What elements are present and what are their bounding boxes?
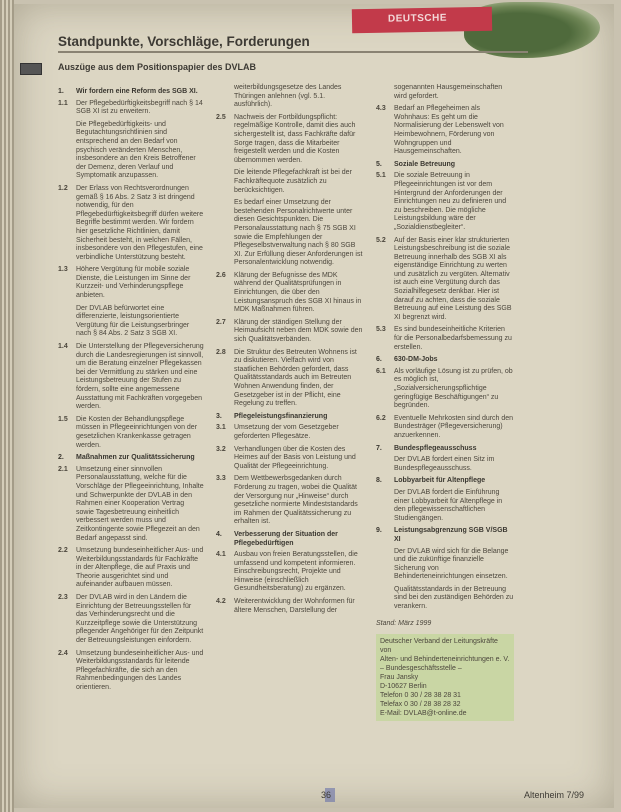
numbered-paragraph xyxy=(216,114,364,166)
numbered-paragraph xyxy=(216,446,364,472)
title-divider xyxy=(58,51,528,53)
paragraph-number: 2.5 xyxy=(216,113,226,121)
numbered-paragraph xyxy=(216,475,364,527)
section-heading xyxy=(216,531,364,548)
numbered-paragraph xyxy=(58,416,204,450)
paragraph-text: Auf der Basis einer klar strukturierten Leistungsbeschreibung ist die soziale Betreuung innerhalb des SGB XI als eigenständige Einrichtung zu werten und zusätzlich zu vergüten. Alternativ ist auch eine Vergütung durch das Sozialhilfegesetz denkbar. Hier ist darauf zu achten, dass die soziale Betreuung auf eine Leistung des SGB XI begrenzt wird. xyxy=(394,236,512,321)
section-number: 6. xyxy=(376,356,382,364)
numbered-paragraph xyxy=(58,100,204,117)
paragraph-text: Höhere Vergütung für mobile soziale Dienste, die Leistungen im Sinne der Kurzzeit- und Verhinderungspflege anbieten. xyxy=(76,266,191,300)
numbered-paragraph xyxy=(58,185,204,262)
stand-date: Stand: März 1999 xyxy=(376,619,432,627)
paragraph-text: Eventuelle Mehrkosten sind durch den Bundesträger (Pflegeversicherung) anzuerkennen. xyxy=(394,414,514,439)
section-title: Lobbyarbeit für Altenpflege xyxy=(394,477,486,485)
paragraph-text: Der Pflegebedürftigkeitsbegriff nach § 14 SGB XI ist zu erweitern. xyxy=(76,99,203,116)
paragraph-number: 2.7 xyxy=(216,318,226,326)
section-title: Verbesserung der Situation der Pflegebedürftigen xyxy=(234,530,338,547)
paragraph-text: Dem Wettbewerbsgedanken durch Förderung zu tragen, wobei die Qualität der Versorgung nur „Hinweise“ durch gesetzliche normierte Mindeststandards im Rahmen der Qualitätssicherung zu erhalten ist. xyxy=(234,475,358,526)
paragraph-number: 4.3 xyxy=(376,105,386,113)
book-edge xyxy=(0,0,14,812)
numbered-paragraph xyxy=(58,343,204,412)
paragraph: Qualitätsstandards in der Betreuung sind bei den zuständigen Behörden zu verankern. xyxy=(394,585,514,611)
numbered-paragraph xyxy=(216,349,364,409)
numbered-paragraph xyxy=(58,266,204,300)
address-line: Deutscher Verband der Leitungskräfte von xyxy=(380,638,498,655)
address-line: E-Mail: DVLAB@t-online.de xyxy=(380,710,467,718)
numbered-paragraph xyxy=(376,326,514,352)
address-line: Frau Jansky xyxy=(380,674,419,682)
ribbon-text: DEUTSCHE xyxy=(387,12,448,25)
numbered-paragraph xyxy=(376,368,514,411)
paragraph-number: 1.5 xyxy=(58,415,68,423)
paragraph-text: Der DVLAB wird in den Ländern die Einrichtung der Betreuungsstellen für das Verhinderungsrecht und die Kurzzeitpflege sowie die Unterstützung pflegender Angehöriger für den Zeitpunkt der Betreuungsleistungen einfordern. xyxy=(76,594,204,645)
paragraph-text: Es sind bundeseinheitliche Kriterien für die Personalbedarfsbemessung zu erstellen. xyxy=(394,326,512,351)
paragraph: sogenannten Hausgemeinschaften wird gefordert. xyxy=(394,84,503,100)
column-3 xyxy=(376,84,514,721)
paragraph-text: Umsetzung bundeseinheitlicher Aus- und Weiterbildungsstandards für leitende Pflegefachkräfte, die sich an den Rahmenbedingungen des Landes orientieren. xyxy=(76,649,204,691)
address-box xyxy=(376,634,514,721)
numbered-paragraph xyxy=(216,272,364,315)
column-2 xyxy=(216,84,364,619)
section-number: 9. xyxy=(376,527,382,535)
paragraph-number: 5.1 xyxy=(376,172,386,180)
paragraph-text: Umsetzung der vom Gesetzgeber geforderten Pflegesätze. xyxy=(234,424,339,440)
paragraph-number: 3.2 xyxy=(216,445,226,453)
section-heading xyxy=(376,161,514,170)
paragraph-text: Ausbau von freien Beratungsstellen, die umfassend und kompetent informieren. Einschreibungsrecht, Projekte und Hinweise (einschließlich Gesundheitsberatung) zu ergänzen. xyxy=(234,551,358,593)
paragraph-number: 2.3 xyxy=(58,594,68,602)
section-number: 7. xyxy=(376,444,382,452)
paragraph-text: Als vorläufige Lösung ist zu prüfen, ob es möglich ist, „Sozialversicherungspflichtige geringfügige Beschäftigungen“ zu begründen. xyxy=(394,367,513,410)
paragraph-number: 4.2 xyxy=(216,598,226,606)
paragraph-number: 5.2 xyxy=(376,236,386,244)
paragraph-text: Umsetzung einer sinnvollen Personalausstattung, welche für die Vorschläge der Pflegeeinrichtung, Inhalte und Schwerpunkte der DVLAB in den Rahmen einer Kooperation Vertrag sowie Tagesbetreuung einheitlich verbessert werden muss und Zeitkontingente sowie Pflegezeit an den Bedarf angepasst sind. xyxy=(76,465,204,542)
section-heading xyxy=(376,356,514,365)
section-number: 8. xyxy=(376,477,382,485)
paragraph-number: 4.1 xyxy=(216,551,226,559)
page-number: 36 xyxy=(321,790,332,800)
section-title: Soziale Betreuung xyxy=(394,160,456,168)
address-line: Telefax 0 30 / 28 38 28 32 xyxy=(380,701,461,709)
paragraph-text: Umsetzung bundeseinheitlicher Aus- und Weiterbildungsstandards für Fachkräfte in der Altenpflege, die auf Praxis und Theorie ausgerichtet sind und aufeinander aufbauen müssen. xyxy=(76,547,204,589)
paragraph-text: Bedarf an Pflegeheimen als Wohnhaus: Es geht um die Normalisierung der Lebenswelt von Heimbewohnern, Förderung von Wohngruppen und Hausgemeinschaften. xyxy=(394,105,504,156)
section-heading xyxy=(216,413,364,422)
paragraph-text: Nachweis der Fortbildungspflicht: regelmäßige Kontrolle, damit dies auch sichergestellt ist, dass Fachkräfte dafür Sorge tragen, dass die Mitarbeiter freigestellt werden und die Kosten übernommen werden. xyxy=(234,113,356,164)
paragraph-number: 2.4 xyxy=(58,649,68,657)
section-heading xyxy=(376,445,514,454)
address-line: – Bundesgeschäftsstelle – xyxy=(380,665,462,673)
section-number: 1. xyxy=(58,88,64,95)
paragraph: Der DVLAB fordert einen Sitz im Bundespflegeausschuss. xyxy=(394,456,495,472)
numbered-paragraph xyxy=(216,424,364,441)
paragraph-number: 2.2 xyxy=(58,547,68,555)
section-title: Leistungsabgrenzung SGB V/SGB XI xyxy=(394,527,508,543)
paragraph-number: 2.1 xyxy=(58,465,68,473)
section-marker-icon xyxy=(20,63,42,75)
paragraph-number: 3.3 xyxy=(216,475,226,483)
paragraph-text: Verhandlungen über die Kosten des Heimes auf der Basis von Leistung und Qualität der Pflegeeinrichtung. xyxy=(234,445,356,470)
paragraph-text: Die soziale Betreuung in Pflegeeinrichtungen ist vor dem Hintergrund der Anforderungen der Einrichtungen neu zu definieren und zu beschreiben. Die mögliche Leistungsbildung wäre der „Sozialdienstbegleiter“. xyxy=(394,172,507,231)
paragraph: Der DVLAB wird sich für die Belange und die zukünftige finanzielle Sicherung von Behinderteneinrichtungen einsetzen. xyxy=(394,547,509,581)
paragraph-number: 1.3 xyxy=(58,266,68,274)
numbered-paragraph xyxy=(216,319,364,345)
numbered-paragraph xyxy=(58,466,204,543)
section-title: Pflegeleistungsfinanzierung xyxy=(234,412,328,420)
section-title: Wir fordern eine Reform des SGB XI. xyxy=(76,88,198,95)
paragraph: Die leitende Pflegefachkraft ist bei der Fachkräftequote zusätzlich zu berücksichtigen. xyxy=(234,169,352,194)
section-title: Bundespflegeausschuss xyxy=(394,444,477,452)
paragraph-text: Die Unterstellung der Pflegeversicherung durch die Landesregierungen ist sinnvoll, um die Beratung einzelner Pflegekassen bei der Vermittlung zu stärken und eine Leistungsbetreuung der Stufen zu fördern, sollte eine angemessene Ausstattung mit Fachkräften vorgegeben werden. xyxy=(76,343,204,411)
page-title: Standpunkte, Vorschläge, Forderungen xyxy=(58,34,310,49)
stand-holder xyxy=(376,620,514,722)
numbered-paragraph xyxy=(58,547,204,590)
paragraph-number: 2.6 xyxy=(216,271,226,279)
paragraph-number: 1.4 xyxy=(58,343,68,351)
address-line: D-10627 Berlin xyxy=(380,683,427,691)
paragraph-number: 5.3 xyxy=(376,326,386,334)
paragraph: weiterbildungsgesetze des Landes Thüringen anlehnen (vgl. 5.1. ausführlich). xyxy=(234,84,342,109)
column-1 xyxy=(58,84,204,697)
numbered-paragraph xyxy=(58,594,204,646)
page-subtitle: Auszüge aus dem Positionspapier des DVLAB xyxy=(58,62,257,72)
section-heading xyxy=(58,88,204,97)
section-heading xyxy=(376,477,514,486)
paragraph-text: Weiterentwicklung der Wohnformen für ältere Menschen, Darstellung der xyxy=(234,598,355,614)
ribbon-banner xyxy=(352,7,492,33)
paragraph-text: Die Kosten der Behandlungspflege müssen in Pflegeeinrichtungen von der gesetzlichen Krankenkasse getragen werden. xyxy=(76,415,198,449)
section-title: Maßnahmen zur Qualitätssicherung xyxy=(76,454,195,462)
paragraph-text: Der Erlass von Rechtsverordnungen gemäß § 16 Abs. 2 Satz 3 ist dringend notwendig, für den Pflegebedürftigkeitsbegriff dürfen weitere Begriffe bestimmt werden. Wir fordern hier gesetzliche Richtlinien, damit Sicherheit besteht, in welchen Fällen, insbesondere von den Pflegestufen, eine verbindliche Unterstützung besteht. xyxy=(76,184,204,261)
paragraph: Die Pflegebedürftigkeits- und Begutachtungsrichtlinien sind entsprechend an den Bedarf von psychisch veränderten Menschen, insbesondere an den Kreis Betroffener der Demenz, deren Verlauf und Symptomatik anzupassen. xyxy=(76,120,196,180)
publication-name: Altenheim 7/99 xyxy=(524,790,585,800)
numbered-paragraph xyxy=(376,105,514,157)
numbered-paragraph xyxy=(376,237,514,323)
numbered-paragraph xyxy=(216,598,364,615)
paragraph: Der DVLAB fordert die Einführung einer Lobbyarbeit für Altenpflege in den pflegewissenschaftlichen Studiengängen. xyxy=(394,488,503,522)
section-heading xyxy=(376,527,514,544)
paragraph-number: 6.1 xyxy=(376,367,386,375)
section-number: 3. xyxy=(216,412,222,420)
section-number: 4. xyxy=(216,530,222,538)
paragraph: Der DVLAB befürwortet eine differenzierte, leistungsorientierte Vergütung für die Leistungserbringer nach § 84 Abs. 2 Satz 3 SGB XI. xyxy=(76,304,190,338)
section-number: 2. xyxy=(58,454,64,462)
paragraph-number: 1.2 xyxy=(58,184,68,192)
paragraph-text: Klärung der Befugnisse des MDK während der Qualitätsprüfungen in Einrichtungen, die über den Leistungsanspruch des SGB XI hinaus in MDK Maßnahmen führen. xyxy=(234,271,362,314)
section-title: 630-DM-Jobs xyxy=(394,356,438,364)
paragraph: Es bedarf einer Umsetzung der bestehenden Personalrichtwerte unter diesen Gesichtspunkten. Die Personalausstattung nach § 75 SGB XI sowie die Empfehlungen der Pflegeselbstverwaltung nach § 80 SGB XI. Zur Erfüllung dieser Anforderungen ist Personalentwicklung notwendig. xyxy=(234,199,363,267)
paragraph-number: 3.1 xyxy=(216,424,226,432)
paragraph-number: 6.2 xyxy=(376,414,386,422)
numbered-paragraph xyxy=(216,551,364,594)
paragraph-text: Die Struktur des Betreuten Wohnens ist zu diskutieren. Vielfach wird von staatlichen Behörden gefordert, dass Qualitätsstandards auch im Betreuten Wohnen Anwendung finden, der Gesetzgeber ist in der Pflicht, eine Regelung zu treffen. xyxy=(234,348,357,408)
paragraph-text: Klärung der ständigen Stellung der Heimaufsicht neben dem MDK sowie den sich Qualitätsverbänden. xyxy=(234,318,363,344)
numbered-paragraph xyxy=(376,172,514,232)
paragraph-number: 2.8 xyxy=(216,348,226,356)
numbered-paragraph xyxy=(58,650,204,693)
address-line: Alten- und Behinderteneinrichtungen e. V. xyxy=(380,656,510,664)
paragraph-number: 1.1 xyxy=(58,99,68,107)
address-line: Telefon 0 30 / 28 38 28 31 xyxy=(380,692,461,700)
section-number: 5. xyxy=(376,160,382,168)
numbered-paragraph xyxy=(376,415,514,441)
section-heading xyxy=(58,454,204,463)
